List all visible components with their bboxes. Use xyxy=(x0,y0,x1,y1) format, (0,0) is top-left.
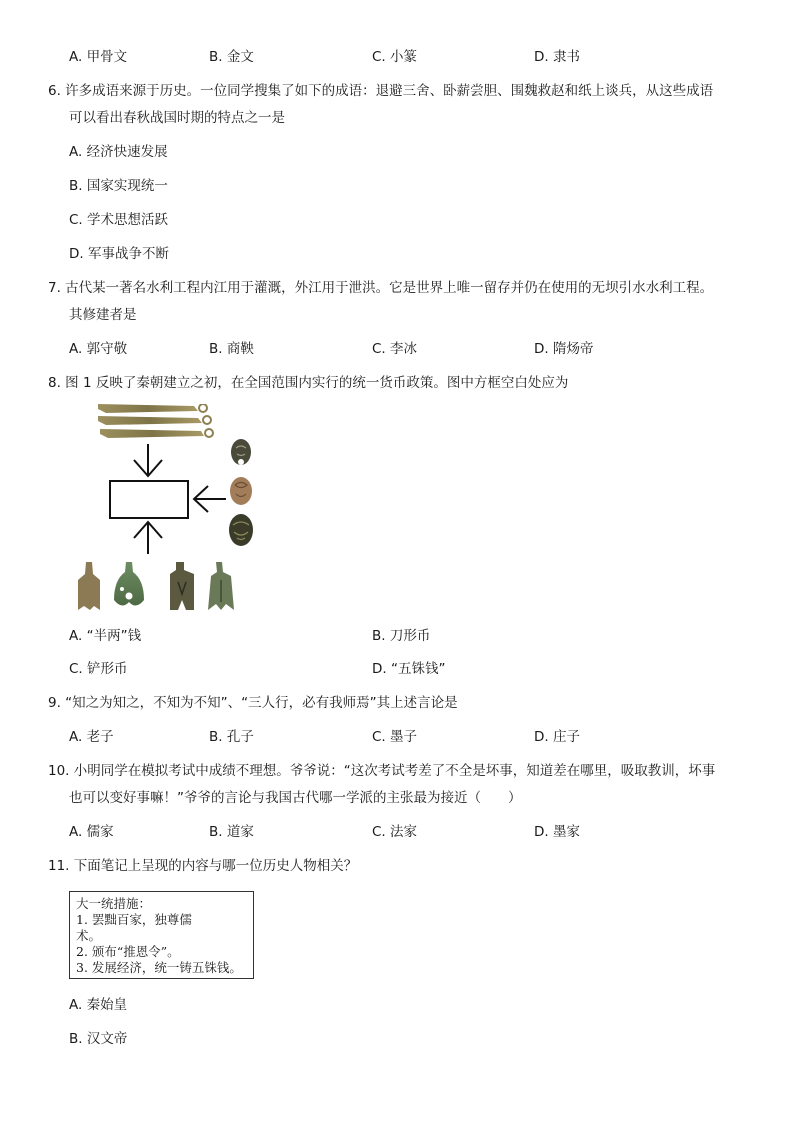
q11-stem: 11. 下面笔记上呈现的内容与哪一位历史人物相关？ xyxy=(48,858,358,874)
q10-option-d[interactable]: D. 墨家 xyxy=(534,824,580,840)
q10-stem-line1: 10. 小明同学在模拟考试中成绩不理想。爷爷说：“这次考试考差了不全是坏事，知道差在哪里，吸取教训，坏事 xyxy=(48,763,716,779)
q6-option-c[interactable]: C. 学术思想活跃 xyxy=(69,212,169,228)
q5-option-c[interactable]: C. 小篆 xyxy=(372,49,418,65)
q7-option-a[interactable]: A. 郭守敬 xyxy=(69,341,128,357)
note-line-5: 3. 发展经济，统一铸五铢钱。 xyxy=(76,960,242,975)
q5-option-b[interactable]: B. 金文 xyxy=(209,49,254,65)
note-line-3: 术。 xyxy=(76,928,102,943)
note-line-4: 2. 颁布“推恩令”。 xyxy=(76,944,180,959)
left-arrow xyxy=(194,486,226,512)
q8-option-c[interactable]: C. 铲形币 xyxy=(69,661,128,677)
q7-option-b[interactable]: B. 商鞅 xyxy=(209,341,254,357)
q9-option-a[interactable]: A. 老子 xyxy=(69,729,114,745)
q9-option-b[interactable]: B. 孔子 xyxy=(209,729,254,745)
q8-option-b[interactable]: B. 刀形币 xyxy=(372,628,431,644)
q10-option-b[interactable]: B. 道家 xyxy=(209,824,254,840)
q6-option-b[interactable]: B. 国家实现统一 xyxy=(69,178,168,194)
q10-option-c[interactable]: C. 法家 xyxy=(372,824,418,840)
spade-coins-image xyxy=(78,562,234,610)
q8-stem: 8. 图 1 反映了秦朝建立之初，在全国范围内实行的统一货币政策。图中方框空白处应为 xyxy=(48,375,569,391)
q5-option-a[interactable]: A. 甲骨文 xyxy=(69,49,128,65)
q8-option-a[interactable]: A. “半两”钱 xyxy=(69,628,142,644)
up-arrow xyxy=(134,522,162,554)
q7-option-d[interactable]: D. 隋炀帝 xyxy=(534,341,594,357)
q10-option-a[interactable]: A. 儒家 xyxy=(69,824,114,840)
q9-option-c[interactable]: C. 墨子 xyxy=(372,729,418,745)
q7-stem-line2: 其修建者是 xyxy=(69,307,137,323)
q10-stem-line2: 也可以变好事嘛！”爷爷的言论与我国古代哪一学派的主张最为接近（ ） xyxy=(69,790,522,806)
knife-coins-image xyxy=(98,404,213,438)
q8-option-d[interactable]: D. “五铢钱” xyxy=(372,661,446,677)
down-arrow xyxy=(134,444,162,476)
q7-stem-line1: 7. 古代某一著名水利工程内江用于灌溉，外江用于泄洪。它是世界上唯一留存并仍在使用的无坝引水水利工程。 xyxy=(48,280,714,296)
q6-stem-line1: 6. 许多成语来源于历史。一位同学搜集了如下的成语：退避三舍、卧薪尝胆、围魏救赵和纸上谈兵，从这些成语 xyxy=(48,83,714,99)
q6-option-d[interactable]: D. 军事战争不断 xyxy=(69,246,169,262)
q11-option-a[interactable]: A. 秦始皇 xyxy=(69,997,128,1013)
q6-option-a[interactable]: A. 经济快速发展 xyxy=(69,144,168,160)
note-box xyxy=(69,891,254,979)
note-line-1: 大一统措施： xyxy=(76,896,152,911)
note-line-2: 1. 罢黜百家，独尊儒 xyxy=(76,912,192,927)
blank-box xyxy=(110,481,188,518)
q7-option-c[interactable]: C. 李冰 xyxy=(372,341,418,357)
ant-nose-coins-image xyxy=(229,439,253,546)
currency-figure xyxy=(66,404,256,614)
q5-option-d[interactable]: D. 隶书 xyxy=(534,49,580,65)
q9-option-d[interactable]: D. 庄子 xyxy=(534,729,580,745)
q6-stem-line2: 可以看出春秋战国时期的特点之一是 xyxy=(69,110,285,126)
q9-stem: 9. “知之为知之，不知为不知”、“三人行，必有我师焉”其上述言论是 xyxy=(48,695,458,711)
q11-option-b[interactable]: B. 汉文帝 xyxy=(69,1031,128,1047)
